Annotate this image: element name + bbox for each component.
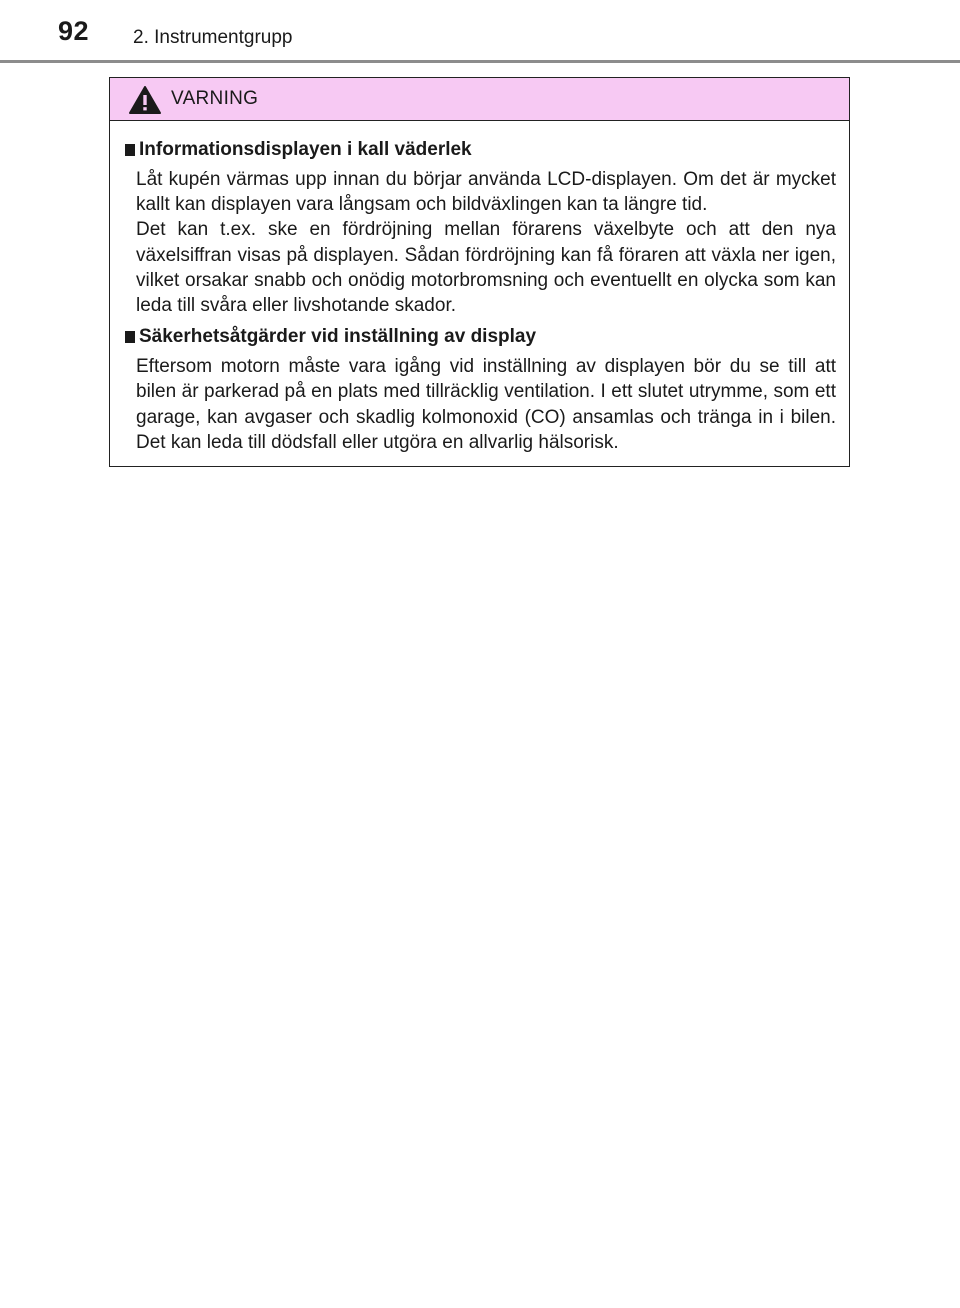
section-title: 2. Instrumentgrupp xyxy=(133,27,293,48)
page-header xyxy=(0,0,960,64)
paragraph: Eftersom motorn måste vara igång vid inställning av displayen bör du se till att bilen är parkerad på en plats med tillräcklig ventilation. I ett slutet utrymme, som ett garage, kan avgaser och skadlig kolmonoxid (CO) ansamlas och tränga in i bilen. Det kan leda till dödsfall eller utgöra en allvarlig hälsorisk. xyxy=(136,356,836,453)
warning-triangle-icon xyxy=(128,85,162,115)
paragraph: Låt kupén värmas upp innan du börjar använda LCD-displayen. Om det är mycket kallt kan displayen vara långsam och bildväxlingen kan ta längre tid. xyxy=(136,169,836,216)
item-heading xyxy=(125,137,836,163)
square-bullet-icon xyxy=(125,331,135,343)
page-number: 92 xyxy=(58,16,90,46)
paragraph: Det kan t.ex. ske en fördröjning mellan förarens växelbyte och att den nya växelsiffran visas på displayen. Sådan fördröjning kan få föraren att växla ner igen, vilket orsakar snabb och onödig motorbromsning och eventuellt en olycka som kan leda till svåra eller livshotande skador. xyxy=(136,219,836,317)
warning-item-cold-weather xyxy=(125,137,836,318)
item-heading-text: Säkerhetsåtgärder vid inställning av display xyxy=(139,326,537,348)
item-heading xyxy=(125,324,836,350)
warning-title: VARNING xyxy=(171,88,259,109)
item-text xyxy=(136,354,836,455)
warning-header xyxy=(110,78,849,121)
warning-body xyxy=(110,121,849,455)
header-rule xyxy=(0,60,960,63)
warning-item-display-settings xyxy=(125,324,836,455)
warning-box xyxy=(109,77,850,467)
item-heading-text: Informationsdisplayen i kall väderlek xyxy=(139,139,472,160)
square-bullet-icon xyxy=(125,144,135,156)
item-text xyxy=(136,167,836,318)
